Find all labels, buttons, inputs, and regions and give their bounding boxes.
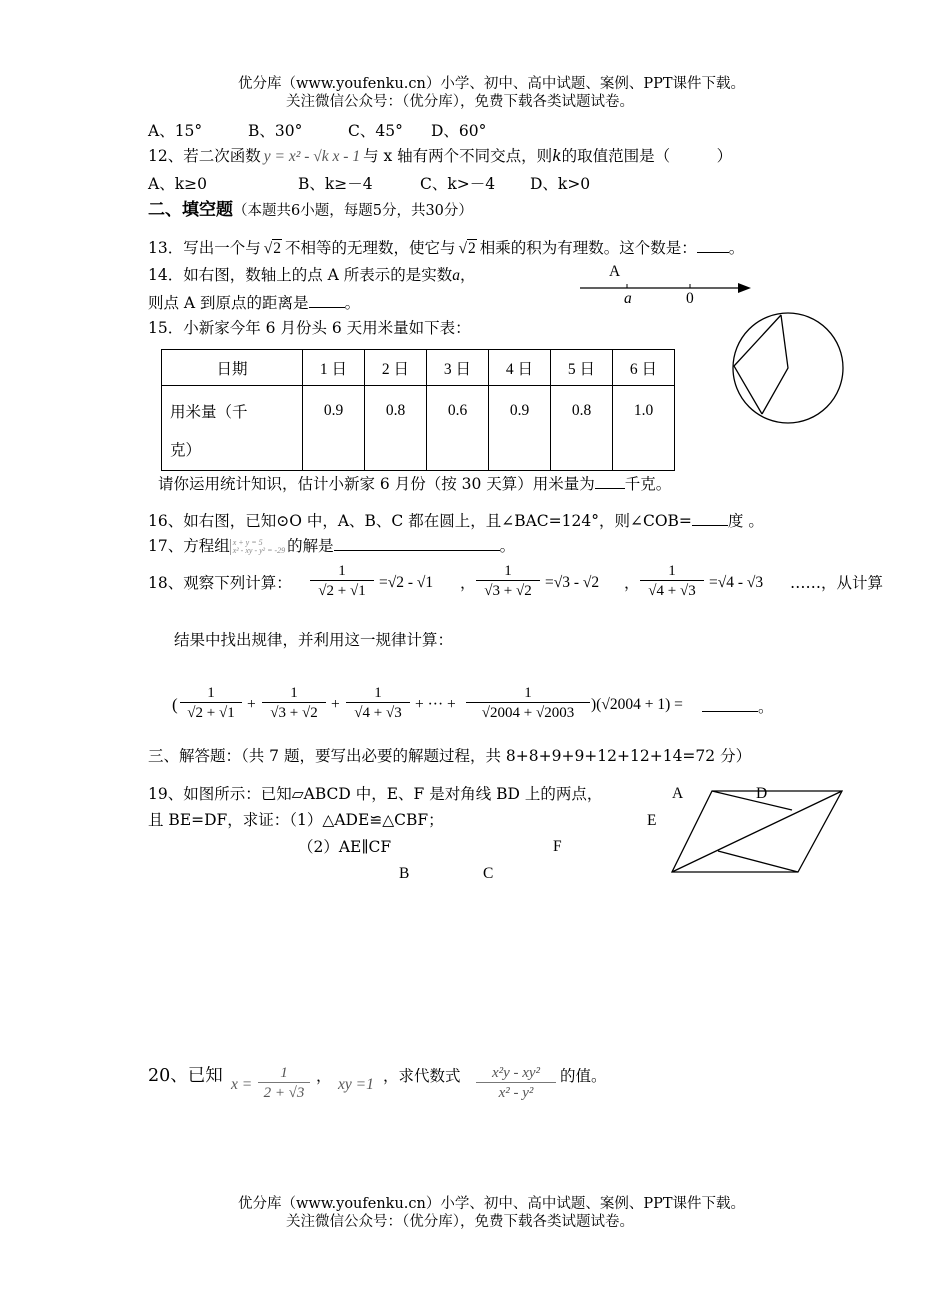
- q14-end: 。: [344, 294, 361, 312]
- q18-ellipsis: + ··· +: [415, 696, 456, 713]
- circle-figure: [728, 308, 848, 428]
- q12-tail: 的取值范围是（ ）: [561, 147, 733, 165]
- q20-expr-den: x² - y²: [498, 1085, 534, 1101]
- number-line-figure: [575, 260, 760, 310]
- rice-table-header-day2: 2 日: [365, 350, 427, 386]
- q20-comma: ，: [316, 1067, 332, 1085]
- rice-value-day4: 0.9: [489, 386, 551, 471]
- q20-x-frac: [258, 1064, 310, 1103]
- q12-prefix: 12、若二次函数: [148, 147, 261, 165]
- rice-value-day2: 0.8: [365, 386, 427, 471]
- q18-frac-1-den: √2 + √1: [318, 583, 366, 599]
- q18-frac-1-num: 1: [338, 563, 346, 579]
- footer-line-2: 关注微信公众号：（优分库），免费下载各类试题试卷。: [286, 1214, 634, 1230]
- q12-option-c: C、k>－4: [420, 175, 496, 193]
- section2-heading: [148, 200, 473, 221]
- q11-option-c: C、45°: [348, 122, 403, 140]
- section2-note: （本题共6小题，每题5分，共30分）: [233, 203, 473, 219]
- rice-table-row-label: [162, 386, 303, 471]
- q12-formula: y = x² - √k x - 1: [263, 148, 361, 165]
- q18-expr-frac-3: [346, 684, 410, 723]
- q14-var-a: a: [452, 267, 461, 284]
- q20-mid: ，求代数式: [383, 1067, 461, 1085]
- q12-mid: 与 x 轴有两个不同交点，则: [363, 147, 553, 165]
- q18-comma-1: ，: [460, 574, 476, 592]
- q20-x-num: 1: [280, 1065, 288, 1081]
- q13-end: 。: [728, 239, 745, 257]
- q17-question: [148, 534, 515, 556]
- q18-answer-blank: [702, 695, 758, 712]
- q17-answer-blank: [334, 534, 500, 551]
- q17-eq1: x + y = 5: [232, 538, 263, 547]
- q15-after: 请你运用统计知识，估计小新家 6 月份（按 30 天算）用米量为: [158, 475, 595, 493]
- q18-comma-2: ，: [624, 574, 640, 592]
- q18-result-1: =√2 - √1: [379, 574, 434, 591]
- q19-line-2: 且 BE=DF，求证：（1）△ADE≌△CBF；: [148, 811, 444, 829]
- q20-xy: xy =1: [338, 1076, 374, 1093]
- rice-table-header-day6: 6 日: [613, 350, 675, 386]
- q12-question: [148, 146, 732, 167]
- q18-expr-frac-2: [262, 684, 326, 723]
- q15-question: [158, 472, 671, 494]
- header-line-2: 关注微信公众号：（优分库），免费下载各类试题试卷。: [286, 94, 634, 110]
- q18-frac-2: [476, 562, 540, 601]
- q16-text: 16、如右图，已知⊙O 中，A、B、C 都在圆上，且∠BAC=124°，则∠COB=: [148, 512, 692, 530]
- q13-part-c: 相乘的积为有理数。这个数是：: [479, 239, 697, 257]
- q18-expr-frac-1-den: √2 + √1: [187, 705, 235, 721]
- segment-cf: [718, 851, 798, 872]
- label-c: C: [483, 865, 494, 882]
- q20-expr-frac: [476, 1064, 556, 1103]
- number-line-arrow: [738, 283, 751, 293]
- q20-x-den: 2 + √3: [263, 1085, 305, 1101]
- q18-expr-frac-2-den: √3 + √2: [270, 705, 318, 721]
- rice-table-header-day4: 4 日: [489, 350, 551, 386]
- rice-label-line-2: 克）: [170, 442, 202, 459]
- q17-eq2: x² - xy - y² = -29: [232, 546, 286, 555]
- q14-comma: ，: [460, 266, 476, 284]
- q19-line-3: （2）AE∥CF: [298, 838, 392, 856]
- q20-tail: 的值。: [560, 1067, 607, 1085]
- q17-system: [230, 539, 285, 555]
- rice-table-header-row: [162, 350, 675, 386]
- q17-prefix: 17、方程组: [148, 537, 230, 555]
- q18-result-3: =√4 - √3: [709, 574, 764, 591]
- q18-end: 。: [758, 698, 774, 716]
- q18-answer: [702, 695, 774, 717]
- q15-answer-blank: [595, 472, 625, 489]
- rice-table: [161, 349, 675, 471]
- q14-text-1: 14．如右图，数轴上的点 A 所表示的是实数: [148, 266, 453, 284]
- rice-table-header-day3: 3 日: [427, 350, 489, 386]
- q18-expr-frac-4-den: √2004 + √2003: [481, 705, 575, 721]
- q17-suffix: 的解是: [287, 537, 334, 555]
- label-a: A: [672, 785, 684, 802]
- q11-option-d: D、60°: [431, 122, 487, 140]
- q18-expr-frac-3-den: √4 + √3: [354, 705, 402, 721]
- q18-factor: )(√2004 + 1) =: [591, 696, 683, 713]
- q12-option-b: B、k≥－4: [298, 175, 373, 193]
- q18-frac-3: [640, 562, 704, 601]
- q18-expr-frac-4-num: 1: [524, 685, 532, 701]
- rice-table-header-date: 日期: [162, 350, 303, 386]
- q18-plus-1: +: [247, 696, 256, 713]
- q11-option-b: B、30°: [248, 122, 303, 140]
- q11-option-a: A、15°: [148, 122, 203, 140]
- q15-intro: 15．小新家今年 6 月份头 6 天用米量如下表：: [148, 319, 471, 337]
- number-line-zero: 0: [686, 290, 694, 307]
- q14-line-2: [148, 291, 360, 313]
- q18-result-2: =√3 - √2: [545, 574, 600, 591]
- footer-line-1: 优分库（www.youfenku.cn）小学、初中、高中试题、案例、PPT课件下载。: [238, 1196, 746, 1212]
- q16-unit: 度 。: [727, 512, 764, 530]
- q18-frac-1: [310, 562, 374, 601]
- rice-table-value-row: [162, 386, 675, 471]
- rice-value-day5: 0.8: [551, 386, 613, 471]
- number-line-label-a: a: [624, 290, 632, 307]
- q13-sqrt2-second: √2: [458, 240, 476, 257]
- q13-part-a: 13．写出一个与: [148, 239, 261, 257]
- q14-answer-blank: [309, 291, 345, 308]
- label-e: E: [647, 812, 657, 829]
- rice-label-line-1: 用米量（千: [170, 404, 248, 421]
- q18-frac-3-den: √4 + √3: [648, 583, 696, 599]
- section3-heading: 三、解答题：（共 7 题，要写出必要的解题过程，共 8+8+9+9+12+12+14=72 分）: [148, 747, 752, 765]
- q18-frac-2-num: 1: [504, 563, 512, 579]
- q16-question: [148, 509, 764, 531]
- rice-value-day3: 0.6: [427, 386, 489, 471]
- number-line-point-a: A: [609, 263, 621, 280]
- q18-line-2: 结果中找出规律，并利用这一规律计算：: [174, 631, 454, 649]
- q18-expr-frac-1-num: 1: [207, 685, 215, 701]
- q12-option-d: D、k>0: [530, 175, 591, 193]
- angle-bac: [734, 315, 781, 414]
- q17-end: 。: [499, 537, 516, 555]
- section2-title: 二、填空题: [148, 200, 233, 220]
- angle-cob: [762, 315, 788, 414]
- q12-option-a: A、k≥0: [148, 175, 207, 193]
- q14-text-2: 则点 A 到原点的距离是: [148, 294, 309, 312]
- q18-expr-frac-2-num: 1: [290, 685, 298, 701]
- q18-plus-2: +: [331, 696, 340, 713]
- q18-expr-frac-3-num: 1: [374, 685, 382, 701]
- q19-line-1: 19、如图所示：已知▱ABCD 中，E、F 是对角线 BD 上的两点，: [148, 785, 603, 803]
- q18-frac-2-den: √3 + √2: [484, 583, 532, 599]
- q15-unit: 千克。: [624, 475, 672, 493]
- q18-expr-frac-4: [466, 684, 590, 723]
- q20-prefix: 20、已知: [148, 1066, 223, 1086]
- q12-k: k: [552, 147, 562, 165]
- q13-question: [148, 236, 744, 259]
- q20-x-eq: x =: [231, 1076, 253, 1093]
- q13-answer-blank: [697, 236, 729, 253]
- label-b: B: [399, 865, 410, 882]
- label-d: D: [756, 785, 768, 802]
- q18-dots: ……，从计算: [790, 574, 884, 592]
- rice-table-header-day1: 1 日: [303, 350, 365, 386]
- rice-value-day1: 0.9: [303, 386, 365, 471]
- rice-table-header-day5: 5 日: [551, 350, 613, 386]
- label-f: F: [553, 838, 562, 855]
- q16-answer-blank: [692, 509, 728, 526]
- q18-lparen: (: [172, 695, 178, 714]
- q20-expr-num: x²y - xy²: [491, 1065, 541, 1081]
- header-line-1: 优分库（www.youfenku.cn）小学、初中、高中试题、案例、PPT课件下载。: [238, 76, 746, 92]
- q18-prefix: 18、观察下列计算：: [148, 574, 292, 592]
- q18-frac-3-num: 1: [668, 563, 676, 579]
- q18-expr-frac-1: [180, 684, 242, 723]
- q13-part-b: 不相等的无理数，使它与: [285, 239, 456, 257]
- q14-line-1: [148, 265, 476, 286]
- segment-ae: [712, 791, 792, 810]
- rice-value-day6: 1.0: [613, 386, 675, 471]
- q13-sqrt2-first: √2: [263, 240, 281, 257]
